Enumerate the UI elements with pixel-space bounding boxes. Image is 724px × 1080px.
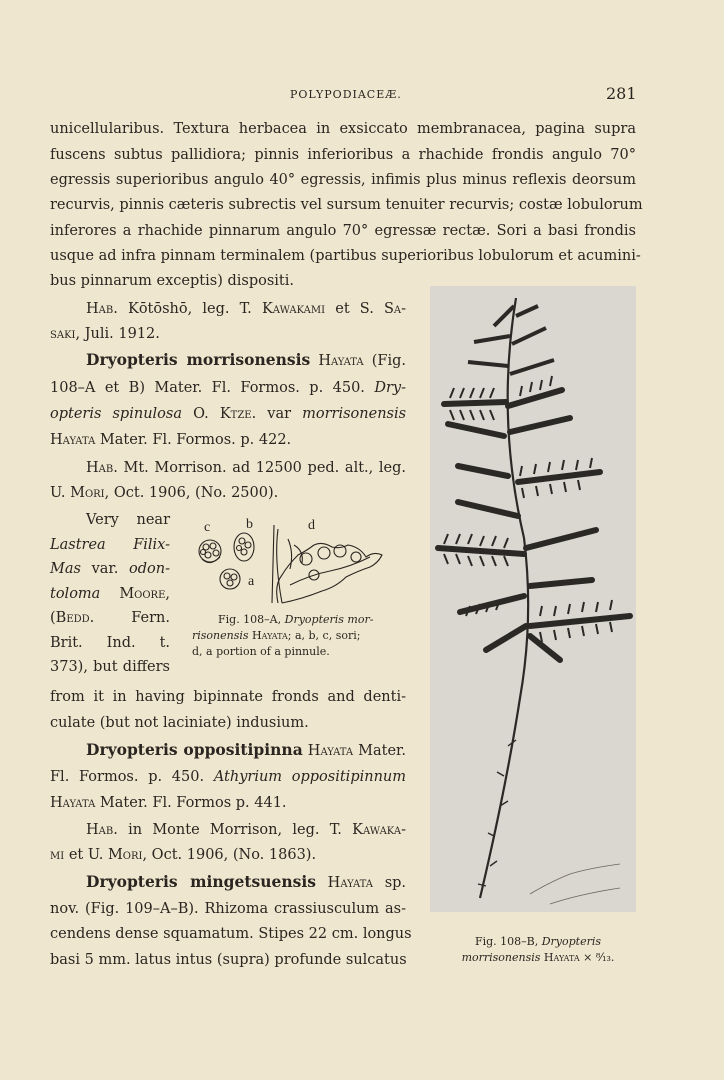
habitat-line: saki, Juli. 1912.: [50, 326, 160, 342]
text-line: basi 5 mm. latus intus (supra) profunde sulcatus: [50, 952, 407, 968]
label-a: a: [248, 574, 255, 589]
fern-frond-image: [430, 286, 636, 912]
frond-photograph: [430, 286, 636, 912]
habitat-line: Hab. in Monte Morrison, leg. T. Kawaka-: [86, 822, 406, 838]
text-line: Hayata Mater. Fl. Formos p. 441.: [50, 795, 287, 811]
text-line: recurvis, pinnis cæteris subrectis vel sursum tenuiter recurvis; costæ lobulorum: [50, 197, 643, 213]
text-line: culate (but not laciniate) indusium.: [50, 715, 309, 731]
text-line: usque ad infra pinnam terminalem (partibus superioribus lobulorum et acumini-: [50, 248, 641, 264]
label-d: d: [308, 518, 315, 533]
label-b: b: [246, 517, 253, 532]
text-line: Fl. Formos. p. 450. Athyrium oppositipinnum: [50, 769, 407, 785]
habitat-line: U. Mori, Oct. 1906, (No. 2500).: [50, 485, 279, 501]
habitat-line: mi et U. Mori, Oct. 1906, (No. 1863).: [50, 847, 317, 863]
text-line: 108–A et B) Mater. Fl. Formos. p. 450. Dry-: [50, 380, 407, 396]
text-line: nov. (Fig. 109–A–B). Rhizoma crassiusculum as-: [50, 901, 406, 917]
habitat-line: Hab. Kōtōshō, leg. T. Kawakami et S. Sa-: [86, 301, 407, 317]
species-heading: Dryopteris oppositipinna Hayata Mater.: [86, 740, 407, 759]
page-number: 281: [606, 84, 637, 103]
text-line: bus pinnarum exceptis) dispositi.: [50, 273, 294, 289]
species-heading: Dryopteris morrisonensis Hayata (Fig.: [86, 350, 406, 369]
text-line: fuscens subtus pallidiora; pinnis inferioribus a rhachide frondis angulo 70°: [50, 147, 636, 163]
label-c: c: [204, 520, 211, 535]
text-line: opteris spinulosa O. Ktze. var morrisonensis: [50, 406, 407, 422]
sori-illustration: [194, 515, 404, 615]
running-header: POLYPODIACEÆ.: [290, 88, 402, 101]
text-line: egressis superioribus angulo 40° egressis, infimis plus minus reflexis deorsum: [50, 172, 636, 188]
narrow-column-text: Very near Lastrea Filix- Mas var. odon- toloma Moore, (Bedd. Fern. Brit. Ind. t. 373), but differs: [50, 512, 171, 675]
text-line: from it in having bipinnate fronds and denti-: [50, 689, 406, 705]
species-heading: Dryopteris mingetsuensis Hayata sp.: [86, 872, 407, 891]
figure-caption-108b: Fig. 108–B, Dryopteris morrisonensis Hayata × ⁸⁄₁₃.: [461, 935, 615, 964]
text-line: unicellularibus. Textura herbacea in exsiccato membranacea, pagina supra: [50, 121, 636, 137]
figure-caption-108a: Fig. 108–A, Dryopteris mor- risonensis Hayata; a, b, c, sori; d, a portion of a pinnule.: [192, 613, 374, 658]
text-line: inferores a rhachide pinnarum angulo 70° egressæ rectæ. Sori a basi frondis: [50, 223, 636, 239]
text-line: cendens dense squamatum. Stipes 22 cm. longus: [50, 926, 412, 942]
text-line: Hayata Mater. Fl. Formos. p. 422.: [50, 432, 292, 448]
habitat-line: Hab. Mt. Morrison. ad 12500 ped. alt., leg.: [86, 460, 406, 476]
